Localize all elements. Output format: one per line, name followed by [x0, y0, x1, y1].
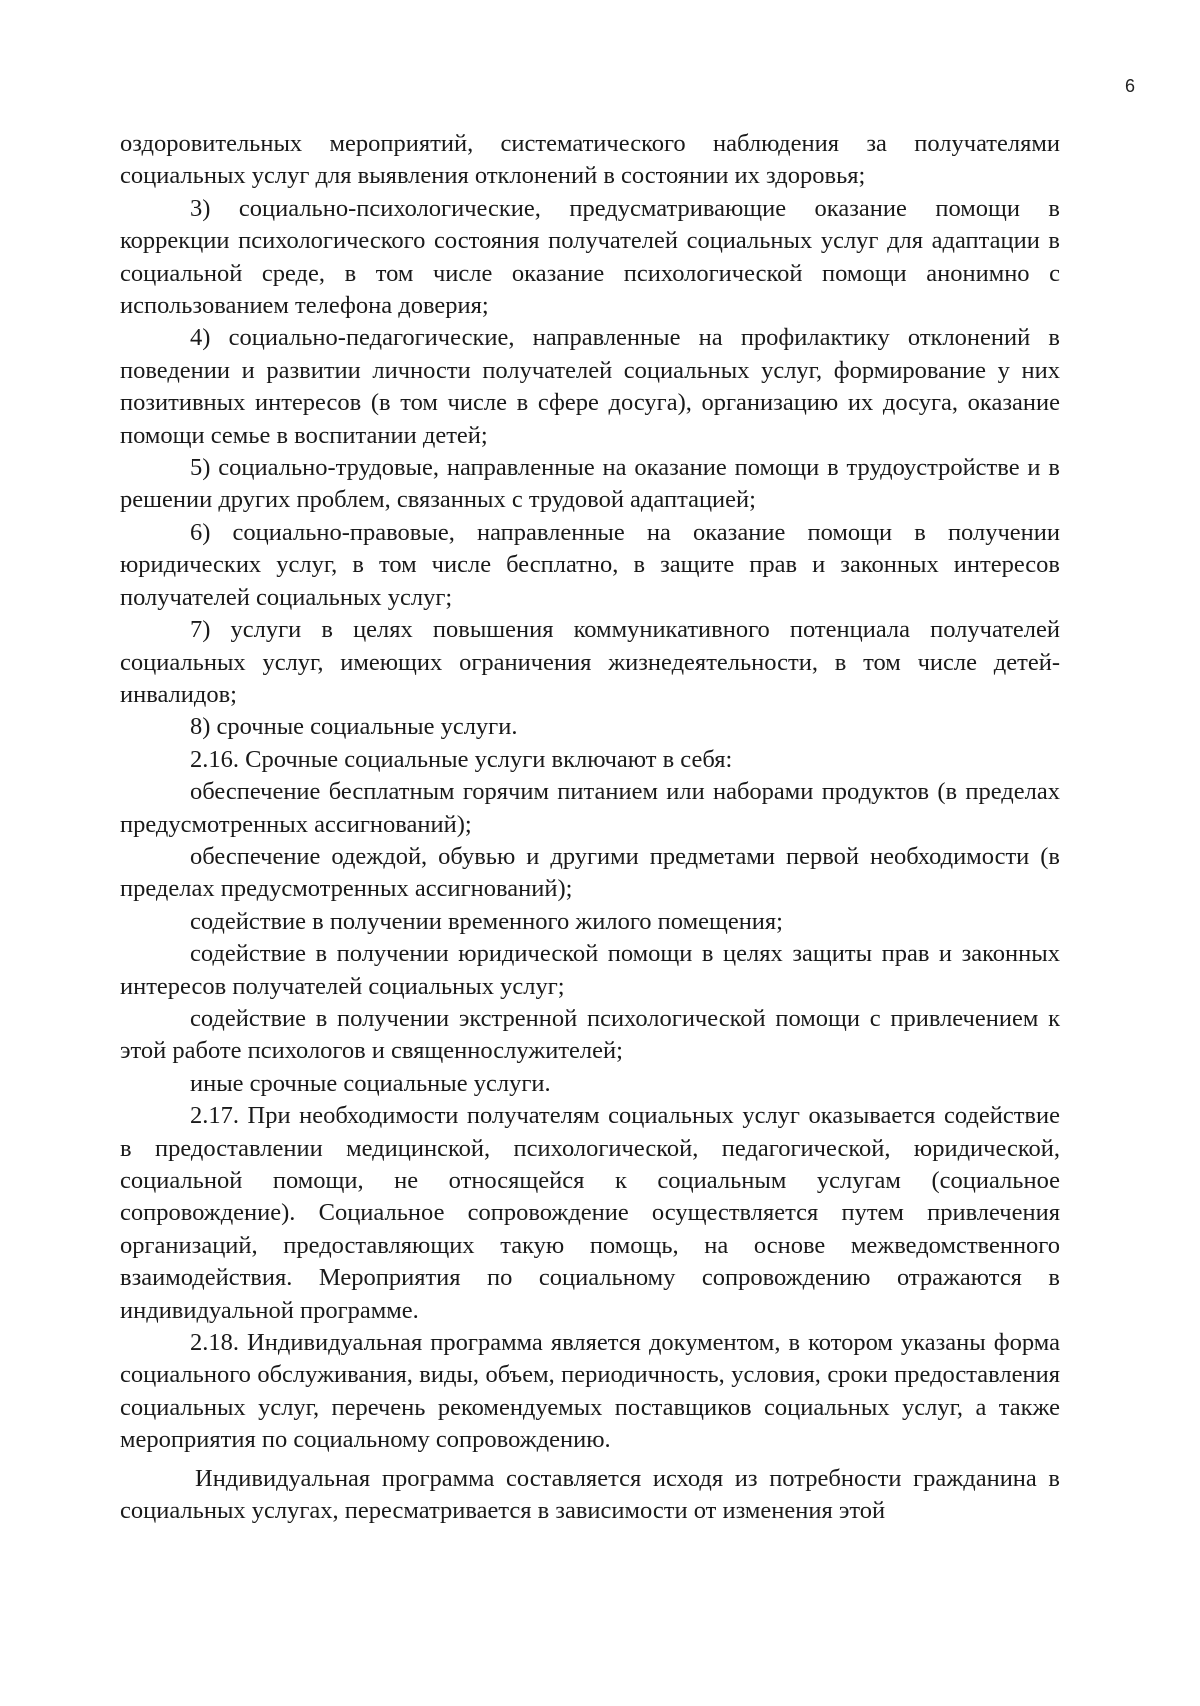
paragraph-item-8: 8) срочные социальные услуги. — [190, 713, 518, 741]
paragraph-item-4: 4) социально-педагогические, направленные на профилактику отклонений в поведении и развитии личности получателей социальных услуг, формирование у них позитивных интересов (в том числе в сфере досуга), организацию их досуга, оказание помощи семье в воспитании детей; — [120, 324, 1060, 449]
paragraph-2-18: 2.18. Индивидуальная программа является документом, в котором указаны форма социального обслуживания, виды, объем, периодичность, условия, сроки предоставления социальных услуг, перечень рекомендуемых поставщиков социальных услуг, а также мероприятия по социальному сопровождению. — [120, 1329, 1060, 1454]
paragraph-item-5: 5) социально-трудовые, направленные на оказание помощи в трудоустройстве и в решении других проблем, связанных с трудовой адаптацией; — [120, 454, 1060, 514]
document-body — [120, 128, 1060, 1527]
paragraph-housing-assistance: содействие в получении временного жилого помещения; — [190, 907, 783, 935]
paragraph-food-provision: обеспечение бесплатным горячим питанием или наборами продуктов (в пределах предусмотренных ассигнований); — [120, 778, 1060, 838]
paragraph-2-17: 2.17. При необходимости получателям социальных услуг оказывается содействие в предоставлении медицинской, психологической, педагогической, юридической, социальной помощи, не относящейся к социальным услугам (социальное сопровождение). Социальное сопровождение осуществляется путем привлечения организаций, предоставляющих такую помощь, на основе межведомственного взаимодействия. Мероприятия по социальному сопровождению отражаются в индивидуальной программе. — [120, 1102, 1060, 1324]
paragraph-health-continuation: оздоровительных мероприятий, систематического наблюдения за получателями социальных услуг для выявления отклонений в состоянии их здоровья; — [120, 130, 1060, 190]
paragraph-other-urgent-services: иные срочные социальные услуги. — [190, 1069, 551, 1097]
paragraph-legal-assistance: содействие в получении юридической помощи в целях защиты прав и законных интересов получателей социальных услуг; — [120, 940, 1060, 1000]
paragraph-psychological-assistance: содействие в получении экстренной психологической помощи с привлечением к этой работе психологов и священнослужителей; — [120, 1004, 1060, 1065]
paragraph-item-7: 7) услуги в целях повышения коммуникативного потенциала получателей социальных услуг, имеющих ограничения жизнедеятельности, в том числе детей-инвалидов; — [120, 616, 1060, 708]
paragraph-2-16-heading: 2.16. Срочные социальные услуги включают в себя: — [190, 745, 733, 773]
paragraph-item-6: 6) социально-правовые, направленные на оказание помощи в получении юридических услуг, в том числе бесплатно, в защите прав и законных интересов получателей социальных услуг; — [120, 518, 1060, 611]
paragraph-individual-program: Индивидуальная программа составляется исходя из потребности гражданина в социальных услугах, пересматривается в зависимости от изменения этой — [120, 1464, 1060, 1525]
paragraph-item-3: 3) социально-психологические, предусматривающие оказание помощи в коррекции психологического состояния получателей социальных услуг для адаптации в социальной среде, в том числе оказание психологической помощи анонимно с использованием телефона доверия; — [120, 194, 1060, 320]
paragraph-clothing-provision: обеспечение одеждой, обувью и другими предметами первой необходимости (в пределах предусмотренных ассигнований); — [120, 842, 1060, 903]
page-number: 6 — [1125, 76, 1136, 96]
